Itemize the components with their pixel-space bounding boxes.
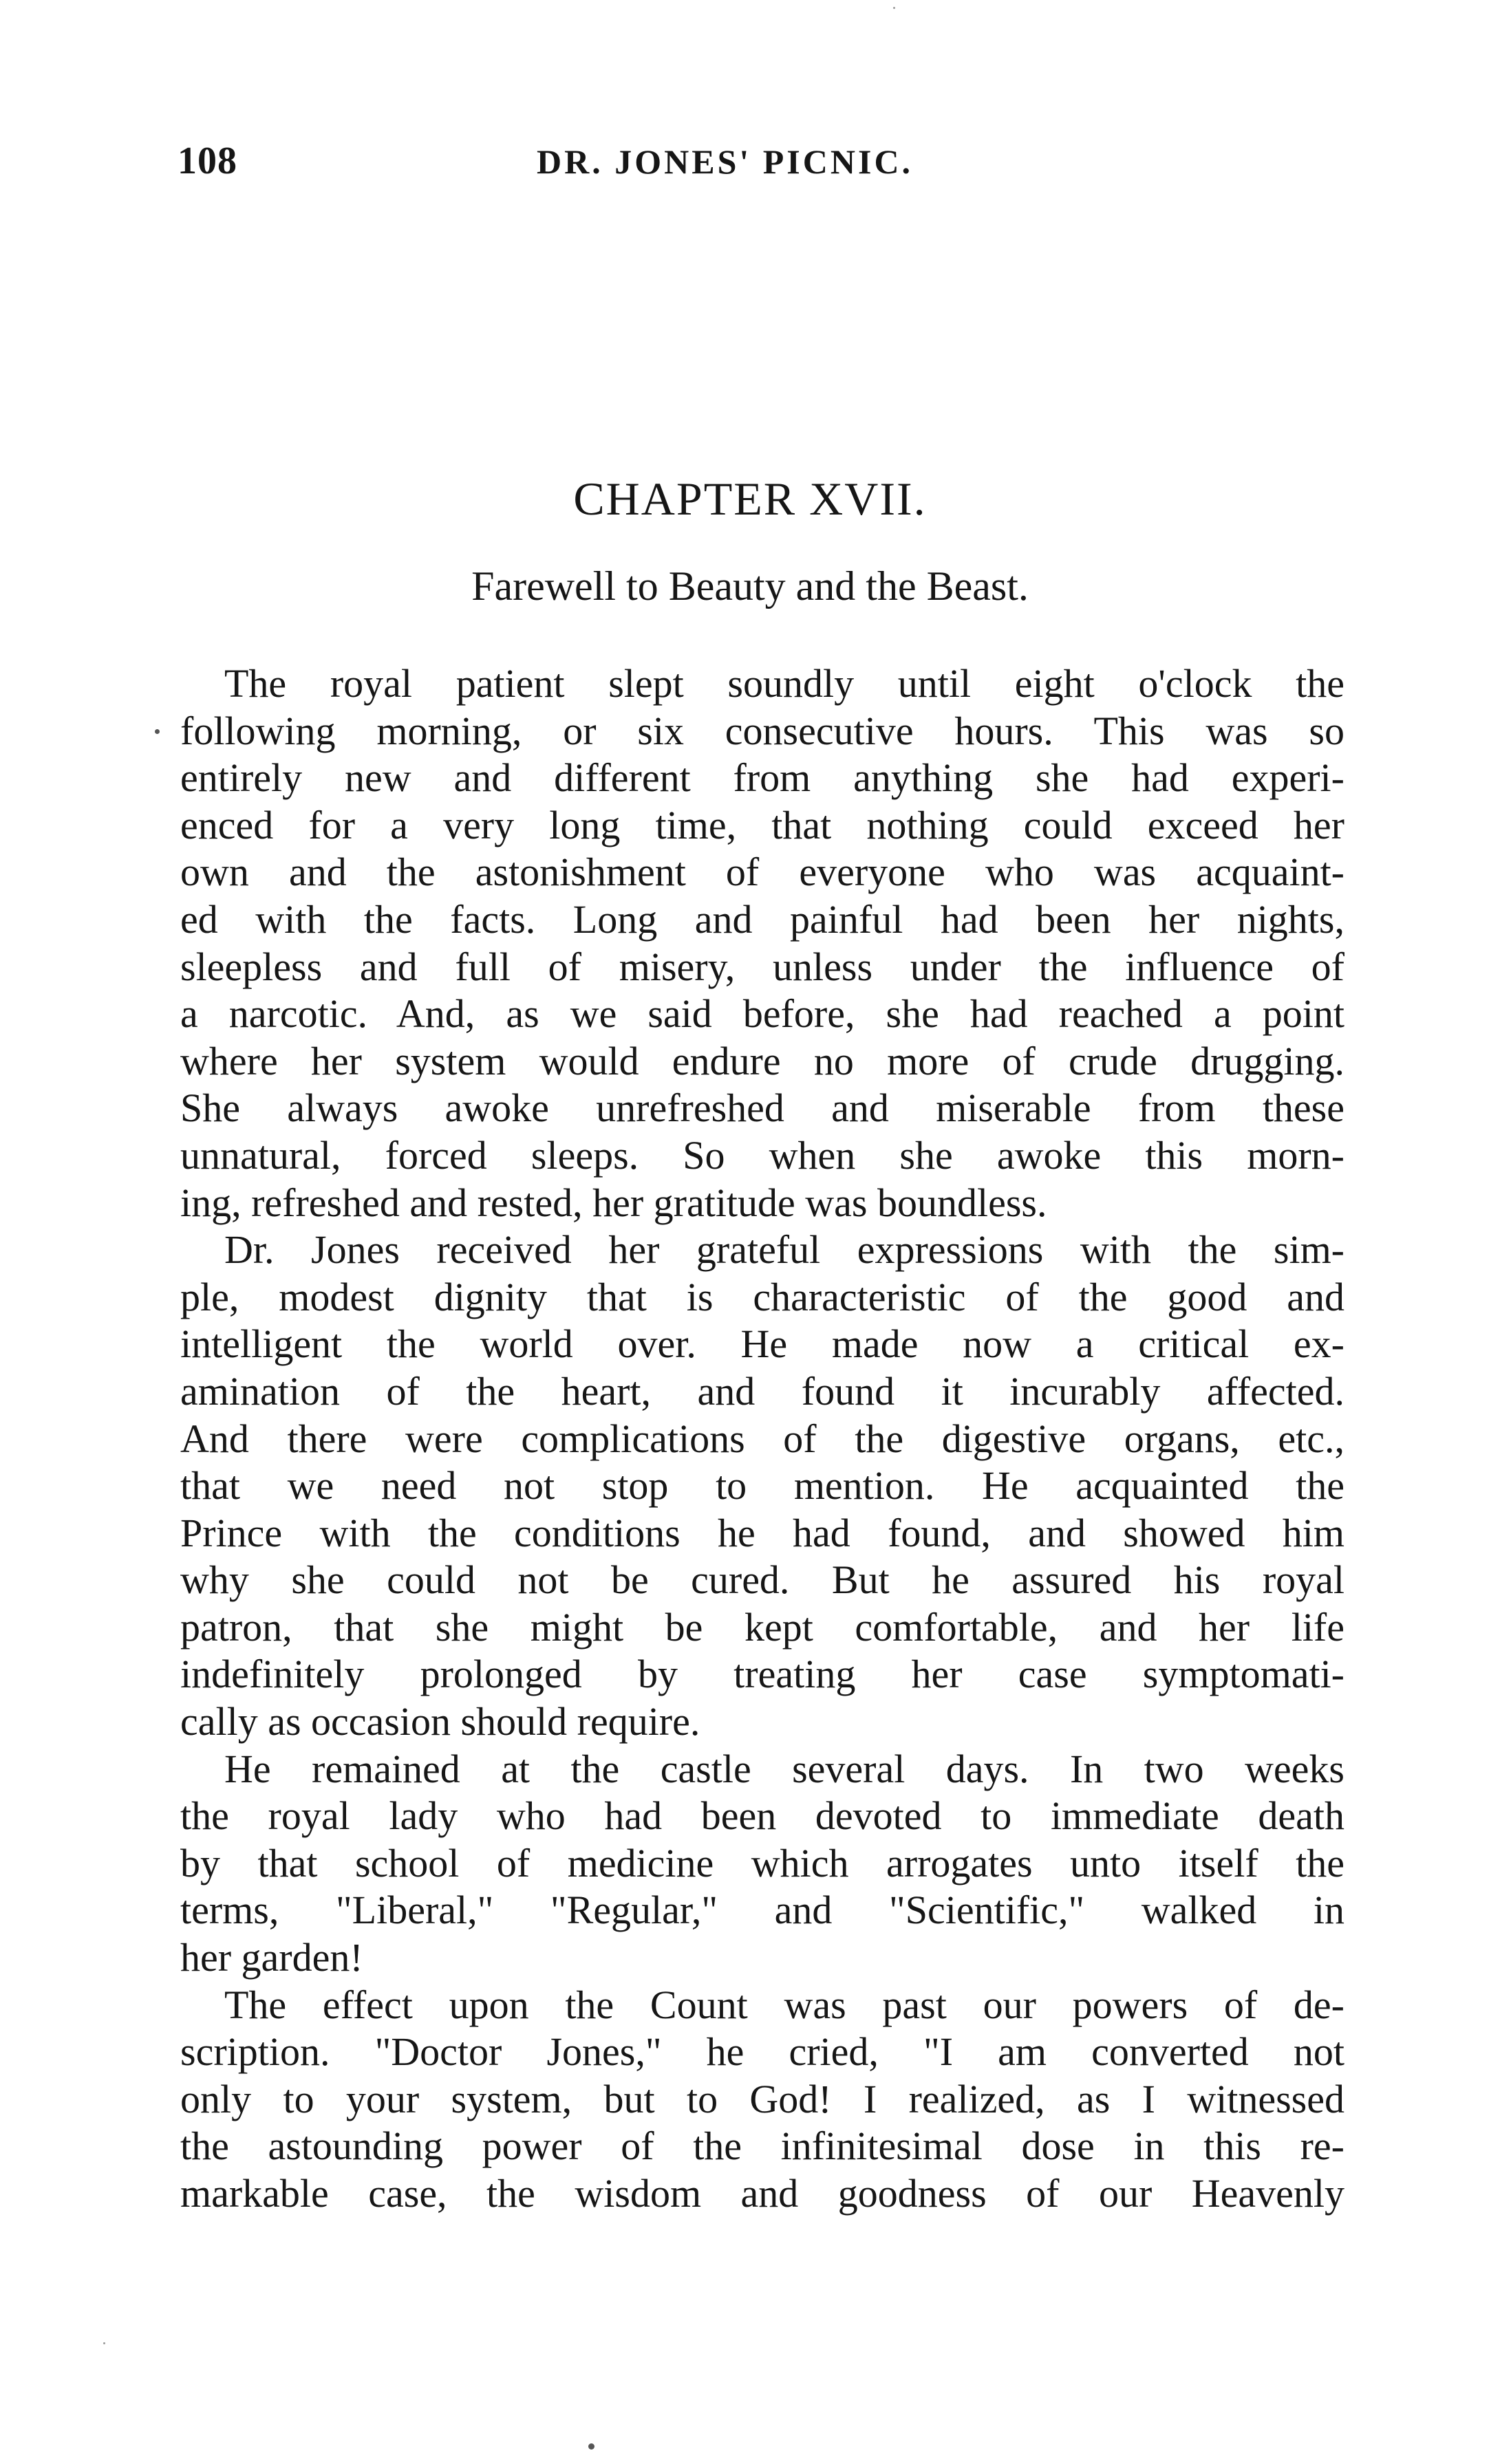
text-line: And there were complications of the digestive organs, etc., [180,1416,1344,1461]
text-line: amination of the heart, and found it incurably affected. [180,1368,1344,1414]
ink-speck [155,729,160,734]
text-line: entirely new and different from anything she had experi- [180,755,1344,801]
ink-speck [893,7,895,9]
text-line: where her system would endure no more of crude drugging. [180,1038,1344,1083]
text-line: terms, "Liberal," "Regular," and "Scientific," walked in [180,1888,1344,1933]
text-line: following morning, or six consecutive hours. This was so [180,708,1344,753]
text-line: He remained at the castle several days. In two weeks [224,1746,1344,1791]
text-line: the royal lady who had been devoted to immediate death [180,1793,1344,1839]
text-line: The royal patient slept soundly until eight o'clock the [224,661,1344,706]
text-line: why she could not be cured. But he assured his royal [180,1557,1344,1603]
ink-speck [103,2342,105,2344]
text-line: cally as occasion should require. [180,1699,700,1744]
text-line: scription. "Doctor Jones," he cried, "I am converted not [180,2029,1344,2075]
text-line: own and the astonishment of everyone who was acquaint- [180,850,1344,895]
text-line: patron, that she might be kept comfortable, and her life [180,1604,1344,1650]
chapter-subtitle: Farewell to Beauty and the Beast. [471,563,1029,609]
text-line: The effect upon the Count was past our powers of de- [224,1982,1344,2027]
text-line: ed with the facts. Long and painful had been her nights, [180,896,1344,942]
text-line: intelligent the world over. He made now a critical ex- [180,1321,1344,1367]
text-line: only to your system, but to God! I realized, as I witnessed [180,2076,1344,2121]
chapter-title: CHAPTER XVII. [573,473,927,525]
running-head: DR. JONES' PICNIC. [537,142,914,181]
text-line: markable case, the wisdom and goodness of our Heavenly [180,2171,1344,2216]
text-line: ple, modest dignity that is characteristic of the good and [180,1274,1344,1319]
page-number: 108 [178,140,237,182]
text-line: enced for a very long time, that nothing could exceed her [180,802,1344,847]
text-line: the astounding power of the infinitesimal dose in this re- [180,2123,1344,2169]
text-line: Dr. Jones received her grateful expressions with the sim- [224,1227,1344,1273]
text-line: indefinitely prolonged by treating her case symptomati- [180,1652,1344,1697]
text-line: that we need not stop to mention. He acquainted the [180,1463,1344,1509]
text-line: ing, refreshed and rested, her gratitude was boundless. [180,1180,1047,1225]
text-line: unnatural, forced sleeps. So when she awoke this morn- [180,1132,1344,1178]
text-line: a narcotic. And, as we said before, she had reached a point [180,991,1344,1037]
text-line: by that school of medicine which arrogates unto itself the [180,1840,1344,1885]
text-line: sleepless and full of misery, unless under the influence of [180,944,1344,989]
body-text [180,660,1344,2218]
text-line: Prince with the conditions he had found, and showed him [180,1510,1344,1555]
text-line: her garden! [180,1935,363,1980]
ink-speck [588,2443,594,2450]
text-line: She always awoke unrefreshed and miserable from these [180,1085,1344,1131]
